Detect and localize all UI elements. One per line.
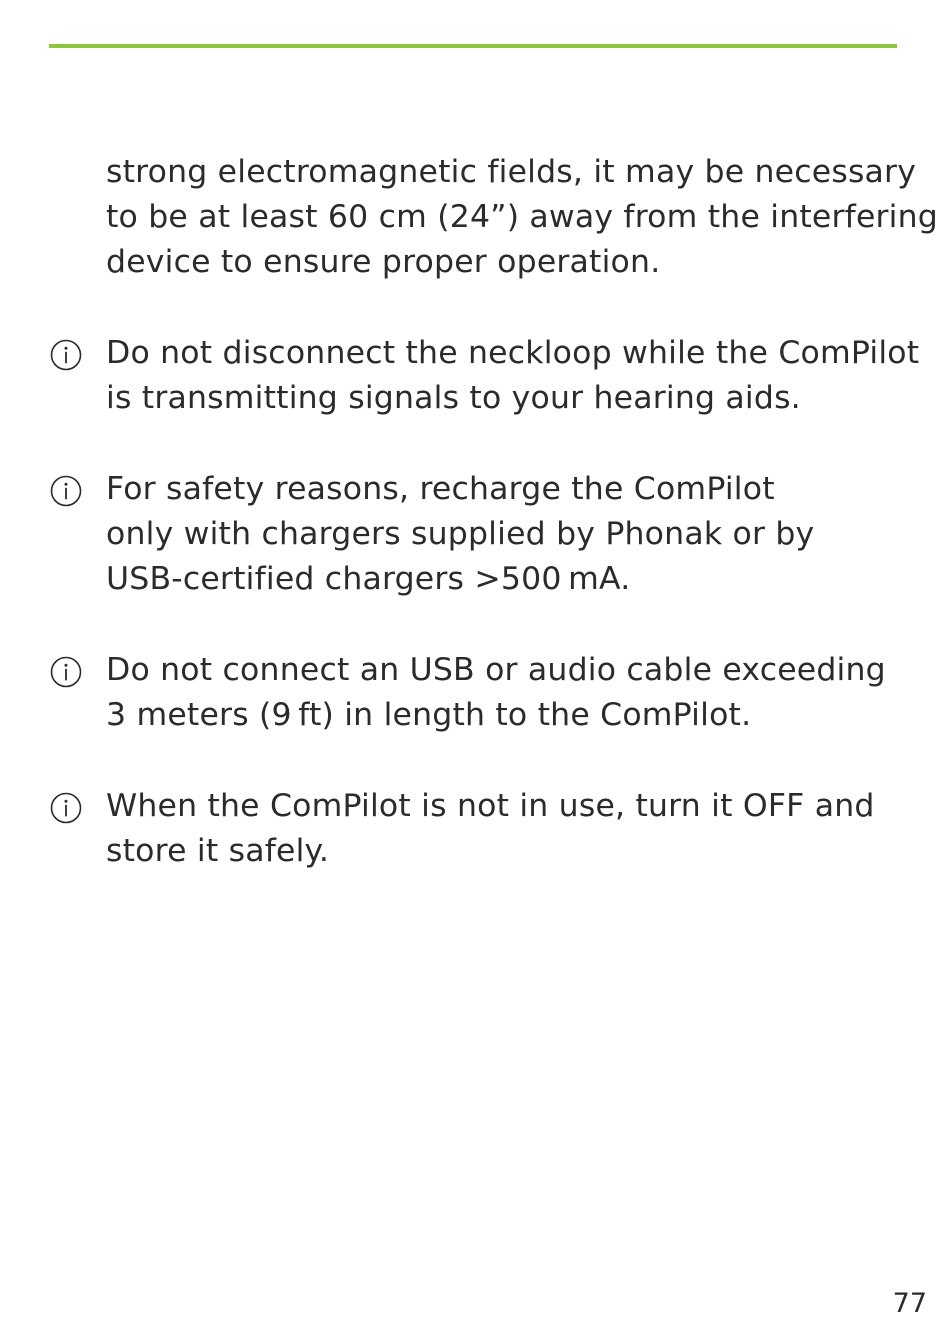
header-rule [49,44,897,48]
text-line: device to ensure proper operation. [106,244,661,280]
info-icon [50,656,82,688]
info-note [0,331,950,421]
text-line: is transmitting signals to your hearing aids. [106,380,801,416]
text-line: only with chargers supplied by Phonak or by [106,516,815,552]
info-icon [50,339,82,371]
info-icon [50,475,82,507]
page-body [0,150,950,920]
text-line: When the ComPilot is not in use, turn it OFF and [106,788,875,824]
text-line: store it safely. [106,833,330,869]
info-note [0,648,950,738]
text-line: Do not disconnect the neckloop while the ComPilot [106,335,920,371]
page-number: 77 [892,1288,927,1319]
info-note [0,784,950,874]
text-line: to be at least 60 cm (24”) away from the interfering [106,199,938,235]
text-line: USB-certified chargers >500 mA. [106,561,631,597]
info-icon [50,792,82,824]
text-line: 3 meters (9 ft) in length to the ComPilot. [106,697,752,733]
paragraph-continuation [0,150,950,285]
info-note [0,467,950,602]
text-line: strong electromagnetic fields, it may be necessary [106,154,917,190]
text-line: Do not connect an USB or audio cable exceeding [106,652,886,688]
text-line: For safety reasons, recharge the ComPilot [106,471,775,507]
